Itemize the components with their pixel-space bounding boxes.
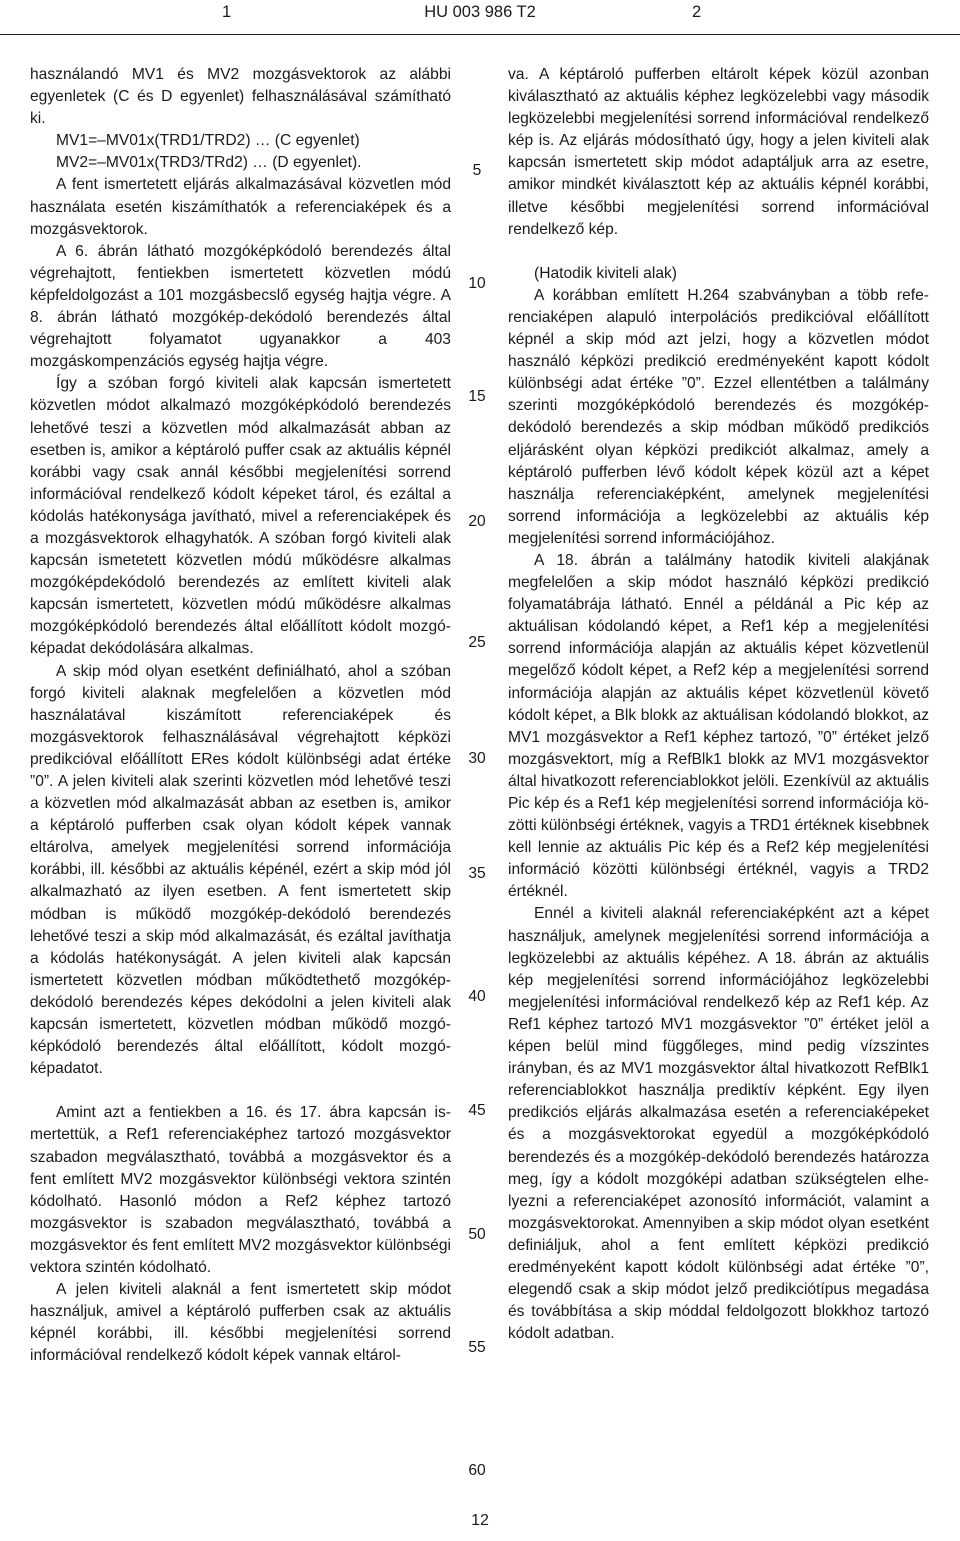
paragraph: A skip mód olyan esetként definiálható, ahol a szóban forgó kiviteli alaknak megfelelően a közvetlen mód használatával kiszámított referenciaképek és mozgásvektorok felhasználásával végrehajtott képközi predikcióval előállított ERes kódolt különbségi adat értéke ”0”. A jelen kiviteli alak szerinti közvetlen mód lehetővé teszi a közvetlen mód alkalmazását abban az esetben is, amikor a képtároló pufferben csak olyan kódolt képek vannak eltárolva, amelyek megjelenítési sorrend információja korábbi, ill. későbbi az aktuális képénél, ezért a skip mód jól alkalmazható az ilyen esetben. A fent ismertetett skip módban is működő mozgókép-dekódoló berendezés lehetővé teszi a skip mód alkalmazását, és ezáltal javíthatja a kódolás hatékonyságát. A jelen kiviteli alak kapcsán ismertetett közvetlen módban működtethető mozgókép-dekódoló berendezés képes dekódolni a jelen kiviteli alak kapcsán ismertetett, közvetlen módban működő mozgóképkódoló berendezés által előállított, kódolt mozgóképadatot. (30, 662, 451, 1078)
left-column (30, 64, 451, 1367)
header-rule (0, 34, 960, 35)
paragraph: használandó MV1 és MV2 mozgásvektorok az alábbi egyenletek (C és D egyenlet) felhasználásával számítható ki. (30, 66, 451, 128)
paragraph: Így a szóban forgó kiviteli alak kapcsán ismertetett közvetlen módot alkalmazó mozgóképkódoló berendezés lehetővé teszi a közvetlen mód alkalmazását abban az esetben is, amikor a képtároló puffer csak az aktuális képnél korábbi vagy csak annál későbbi megjelenítési sorrend információval rendelkező kódolt képeket tárol, és ezáltal a kódolás hatékonysága javítható, mivel a referenciaképek és a mozgásvektorok elhagyhatók. A szóban forgó kiviteli alak kapcsán ismetetett közvetlen módú működésre alkalmas mozgóképdekódoló berendezés az említett kiviteli alak kapcsán ismertetett, közvetlen módú működésre alkalmas mozgóképkódoló berendezés által előállított kódolt mozgóképadat dekódolására alkalmas. (30, 375, 451, 658)
line-number: 35 (468, 865, 486, 882)
line-number: 60 (468, 1462, 486, 1479)
equation-c: MV1=–MV01x(TRD1/TRD2) … (C egyenlet) (56, 132, 360, 150)
line-number: 55 (468, 1339, 486, 1356)
paragraph: A jelen kiviteli alaknál a fent ismertetett skip módot használjuk, amivel a képtároló pufferben csak az aktuális képnél korábbi, ill. későbbi megjelenítési sorrend információval rendelkező kódolt képek vannak eltárol- (30, 1281, 451, 1365)
line-number: 45 (468, 1102, 486, 1119)
line-number: 25 (468, 634, 486, 651)
paragraph: A korábban említett H.264 szabványban a több referenciaképen alapuló interpolációs predikcióval előállított képnél a skip mód azt jelzi, hogy a közvetlen módot használó képközi predikció eredményeként kapott kódolt különbségi adat értéke ”0”. Ezzel ellentétben a találmány szerinti mozgóképkódoló berendezés és mozgókép-dekódoló berendezés a skip módban működő predikciós eljárásként olyan képközi predikciót alkalmaz, amely a képtároló pufferben lévő kódolt képek közül azt a képet használja referenciaképként, amelynek megjelenítési sorrend információja a legközelebbi az aktuális kép megjelenítési sorrend információjához. (508, 286, 929, 547)
line-number: 30 (468, 750, 486, 767)
line-number: 20 (468, 513, 486, 530)
paragraph-gap (30, 1080, 451, 1102)
equation-d: MV2=–MV01x(TRD3/TRd2) … (D egyenlet). (56, 154, 362, 172)
line-number: 15 (468, 388, 486, 405)
header-patent-number: HU 003 986 T2 (424, 3, 536, 21)
line-number: 40 (468, 988, 486, 1005)
paragraph-gap (508, 241, 929, 263)
paragraph: A 6. ábrán látható mozgóképkódoló berendezés által végrehajtott, fentiekben ismertetett közvetlen módú képfeldolgozást a 101 mozgásbecslő egység hajtja végre. A 8. ábrán látható mozgókép-dekódoló berendezés által végrehajtott folyamatot ugyanakkor a 403 mozgáskompenzációs egység hajtja végre. (30, 242, 451, 371)
page-number: 12 (471, 1512, 489, 1529)
paragraph: Amint azt a fentiekben a 16. és 17. ábra kapcsán ismertettük, a Ref1 referenciaképhez tartozó mozgásvektor szabadon megválasztható, továbbá a mozgásvektor és a fent említett MV2 mozgásvektor különbségi vektora szintén kódolható. Hasonló módon a Ref2 képhez tartozó mozgásvektor is szabadon megválasztható, továbbá a mozgásvektor és fent említett MV2 mozgásvektor különbségi vektora szintén kódolható. (30, 1104, 451, 1276)
header-page-left: 1 (222, 3, 232, 21)
paragraph: va. A képtároló pufferben eltárolt képek közül azonban kiválasztható az aktuális képhez legközelebbi vagy második legközelebbi megjelenítési sorrend információval rendelkező kép is. Az eljárás módosítható úgy, hogy a jelen kiviteli alak kapcsán ismertetett skip módot adaptáljuk arra az esetre, amikor mindkét kiválasztott kép az aktuális képnél korábbi, illetve későbbi megjelenítési sorrend információval rendelkező kép. (508, 66, 929, 238)
section-heading: (Hatodik kiviteli alak) (534, 264, 677, 282)
line-number: 10 (468, 275, 486, 292)
line-number: 50 (468, 1226, 486, 1243)
right-column (508, 64, 929, 1345)
line-number: 5 (472, 162, 482, 179)
paragraph: A fent ismertetett eljárás alkalmazásával közvetlen mód használata esetén kiszámíthatók a referenciaképek és a mozgásvektorok. (30, 176, 451, 238)
header-page-right: 2 (692, 3, 702, 21)
paragraph: A 18. ábrán a találmány hatodik kiviteli alakjának megfelelően a skip módot használó képközi predikció folyamatábrája látható. Ennél a példánál a Pic kép az aktuálisan kódolandó képet, a Ref1 kép a megjelenítési sorrend információja alapján az aktuális képet közvetlenül megelőző kódolt képet, a Ref2 kép a megjelenítési sorrend információja alapján az aktuális képet közvetlenül követő kódolt képet, a Blk blokk az aktuálisan kódolandó blokkot, az MV1 mozgásvektor a Ref1 képhez tartozó, ”0” értéket jelző mozgásvektort, míg a RefBlk1 blokk az MV1 mozgásvektor által hivatkozott referenciablokkot jelöli. Ezenkívül az aktuális Pic kép és a Ref1 kép megjelenítési sorrend információja közötti különbségi értéknek, vagyis a TRD1 értéknek kisebbnek kell lennie az aktuális Pic kép és a Ref2 kép megjelenítési információ közötti különbségi értéknél, vagyis a TRD2 értéknél. (508, 551, 929, 901)
paragraph: Ennél a kiviteli alaknál referenciaképként azt a képet használjuk, amelynek megjelenítési sorrend információja a legközelebbi az aktuális képéhez. A 18. ábrán az aktuális kép megjelenítési sorrend információjához legközelebbi megjelenítési információval rendelkező kép az Ref1 kép. Az Ref1 képhez tartozó MV1 mozgásvektor ”0” értéket jelöl a képen belül mind függőleges, mind pedig vízszintes irányban, és az MV1 mozgásvektor által hivatkozott RefBlk1 referenciablokkot használja prediktív képként. Egy ilyen predikciós eljárás alkalmazása esetén a referenciaképeket és a mozgásvektorokat egyedül a mozgóképkódoló berendezés és a mozgókép-dekódoló berendezés határozza meg, így a kódolt mozgóképi adatban szükségtelen elhelyezni a referenciaképet azonosító információt, valamint a mozgásvektorokat. Amennyiben a skip módot olyan esetként definiáljuk, ahol a fent említett képközi predikció eredményeként kapott kódolt különbségi adat értéke ”0”, elegendő csak a skip módot jelző predikciótípus megadása és továbbítása a skip móddal feldolgozott blokkhoz tartozó kódolt adatban. (508, 905, 929, 1343)
